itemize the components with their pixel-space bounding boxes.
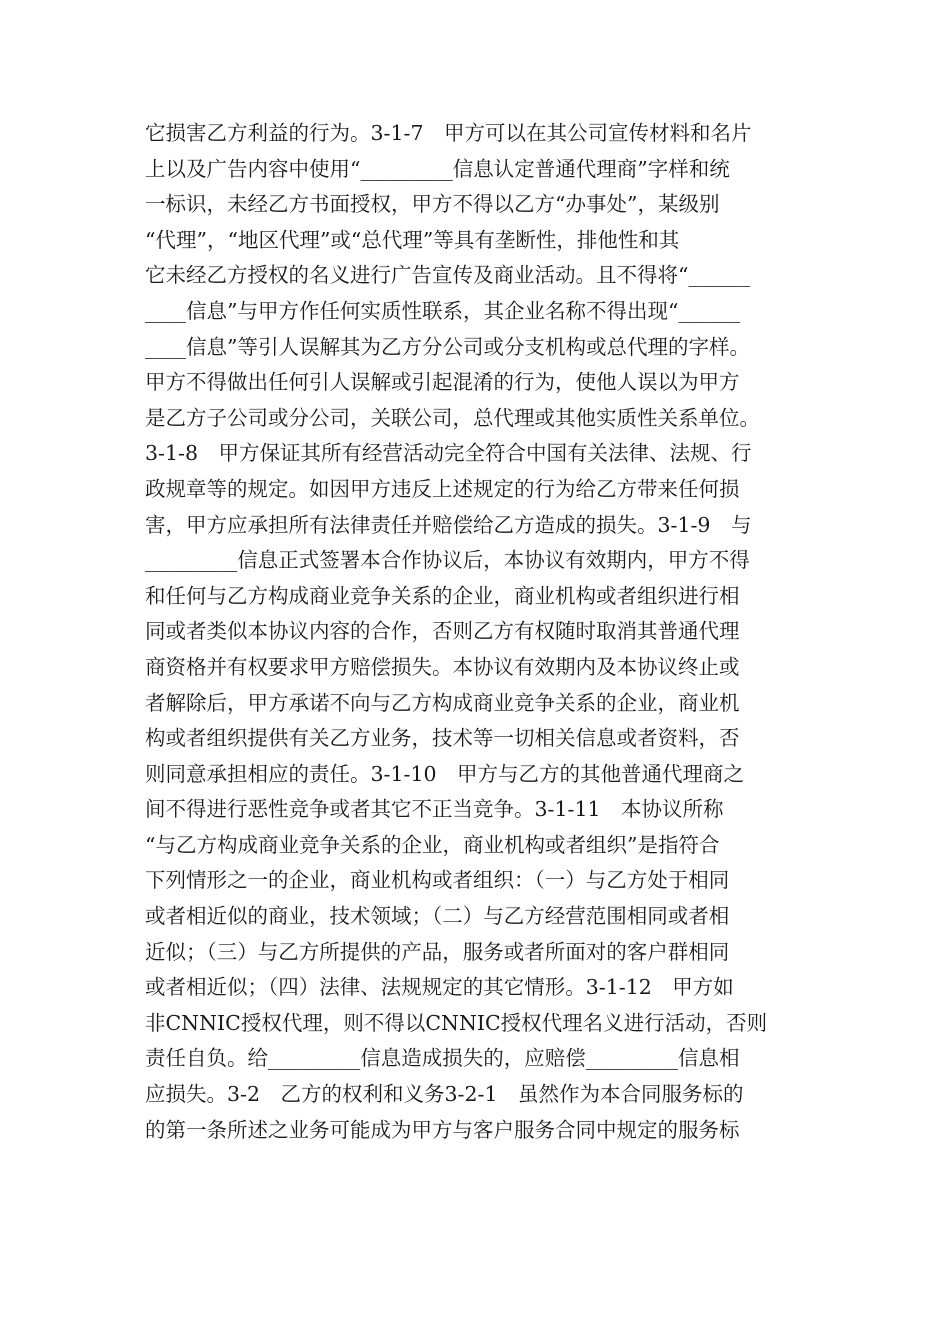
text-line: 责任自负。给_________信息造成损失的，应赔偿_________信息相: [145, 1046, 740, 1071]
text-line: 它未经乙方授权的名义进行广告宣传及商业活动。且不得将“______: [145, 263, 750, 288]
text-line: 近似；（三）与乙方所提供的产品，服务或者所面对的客户群相同: [145, 939, 730, 964]
text-line: 下列情形之一的企业，商业机构或者组织：（一）与乙方处于相同: [145, 868, 730, 893]
text-line: 和任何与乙方构成商业竞争关系的企业，商业机构或者组织进行相: [145, 583, 740, 608]
text-line: 则同意承担相应的责任。3-1-10 甲方与乙方的其他普通代理商之: [145, 761, 745, 786]
text-line: ____信息”与甲方作任何实质性联系，其企业名称不得出现“______: [145, 298, 740, 323]
text-line: 的第一条所述之业务可能成为甲方与客户服务合同中规定的服务标: [145, 1117, 740, 1142]
text-line: 非CNNIC授权代理，则不得以CNNIC授权代理名义进行活动，否则: [145, 1010, 768, 1035]
text-line: 甲方不得做出任何引人误解或引起混淆的行为，使他人误以为甲方: [145, 370, 740, 395]
text-line: 上以及广告内容中使用“_________信息认定普通代理商”字样和统: [145, 156, 730, 181]
text-line: 政规章等的规定。如因甲方违反上述规定的行为给乙方带来任何损: [145, 476, 740, 501]
text-line: “代理”，“地区代理”或“总代理”等具有垄断性，排他性和其: [145, 227, 680, 252]
document-body: [145, 116, 815, 1148]
text-line: 一标识，未经乙方书面授权，甲方不得以乙方“办事处”，某级别: [145, 192, 720, 217]
text-line: 或者相近似的商业，技术领域；（二）与乙方经营范围相同或者相: [145, 904, 730, 929]
text-line: 3-1-8 甲方保证其所有经营活动完全符合中国有关法律、法规、行: [145, 441, 752, 466]
text-line: 是乙方子公司或分公司，关联公司，总代理或其他实质性关系单位。: [145, 405, 760, 430]
text-line: 或者相近似；（四）法律、法规规定的其它情形。3-1-12 甲方如: [145, 975, 734, 1000]
text-line: ____信息”等引人误解其为乙方分公司或分支机构或总代理的字样。: [145, 334, 750, 359]
text-line: 同或者类似本协议内容的合作，否则乙方有权随时取消其普通代理: [145, 619, 740, 644]
text-line: _________信息正式签署本合作协议后，本协议有效期内，甲方不得: [145, 548, 750, 573]
text-line: 者解除后，甲方承诺不向与乙方构成商业竞争关系的企业，商业机: [145, 690, 740, 715]
text-line: 应损失。3-2 乙方的权利和义务3-2-1 虽然作为本合同服务标的: [145, 1082, 744, 1107]
text-line: 商资格并有权要求甲方赔偿损失。本协议有效期内及本协议终止或: [145, 654, 740, 679]
text-line: 间不得进行恶性竞争或者其它不正当竞争。3-1-11 本协议所称: [145, 797, 724, 822]
text-line: 构或者组织提供有关乙方业务，技术等一切相关信息或者资料，否: [145, 726, 740, 751]
text-line: 害，甲方应承担所有法律责任并赔偿给乙方造成的损失。3-1-9 与: [145, 512, 752, 537]
text-line: 它损害乙方利益的行为。3-1-7 甲方可以在其公司宣传材料和名片: [145, 121, 752, 145]
text-line: “与乙方构成商业竞争关系的企业，商业机构或者组织”是指符合: [145, 832, 720, 857]
